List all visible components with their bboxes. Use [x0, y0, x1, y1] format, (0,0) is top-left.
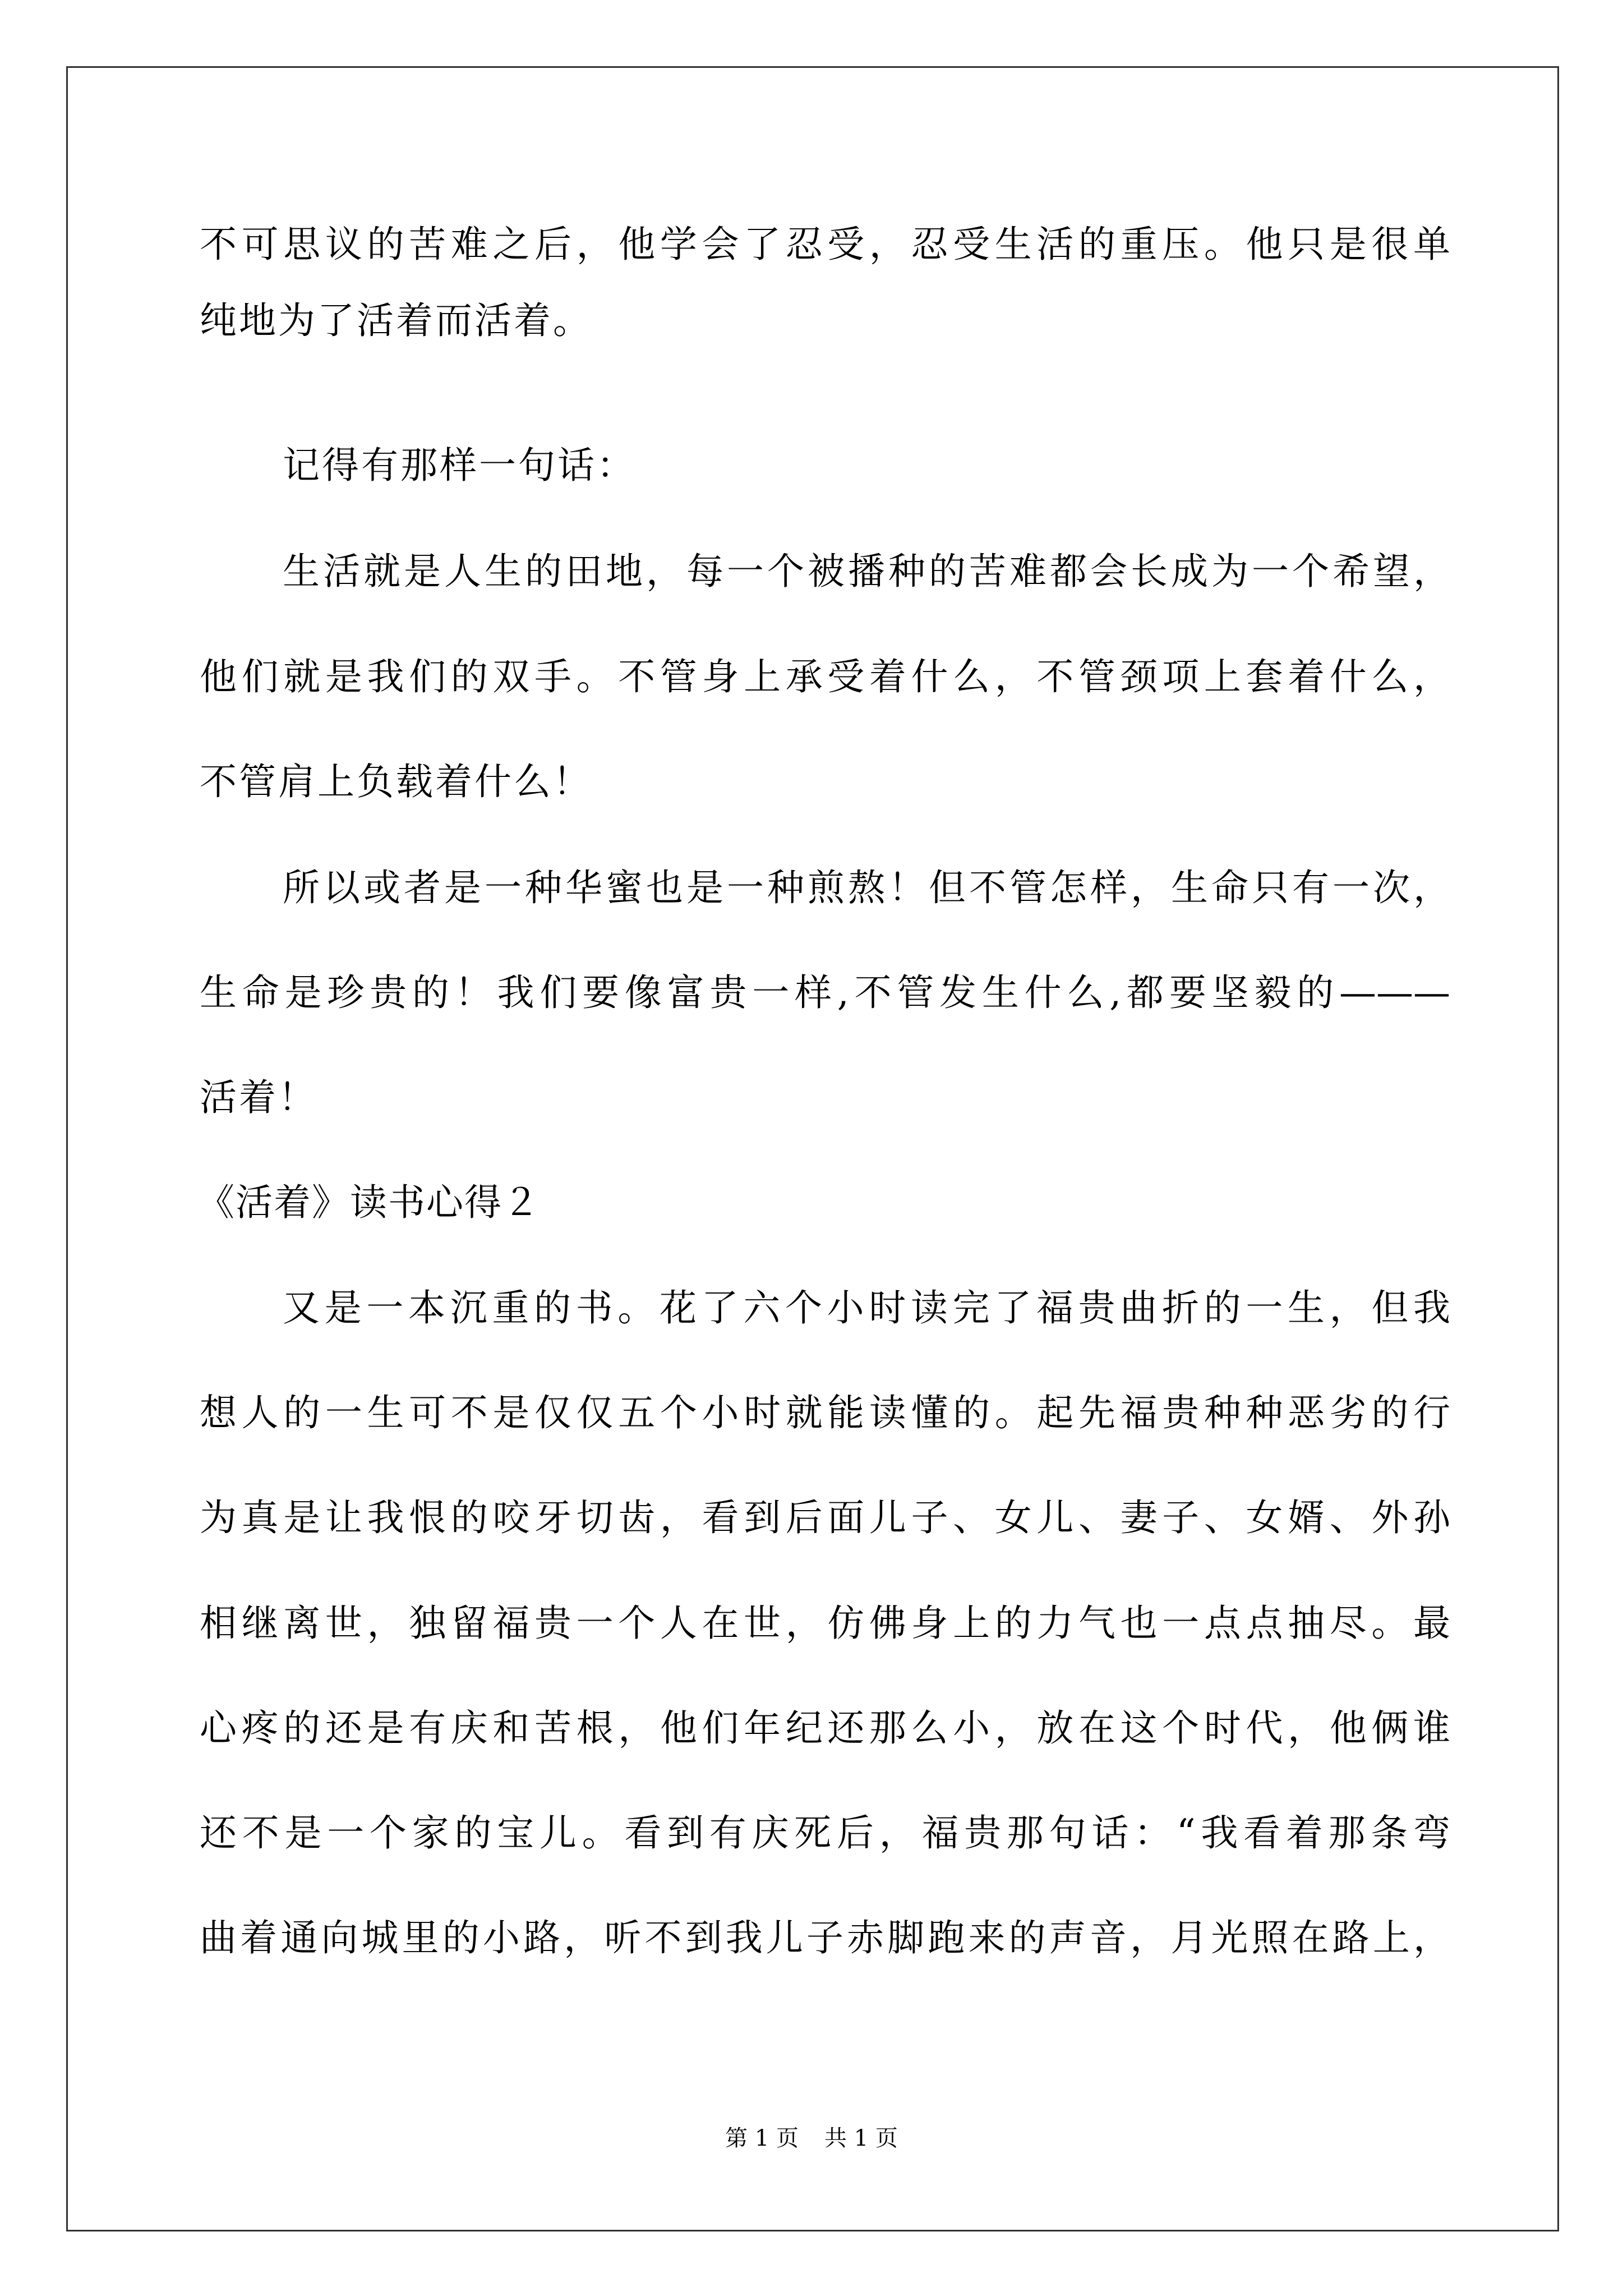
text-line: 生活就是人生的田地，每一个被播种的苦难都会长成为一个希望， [283, 550, 1450, 593]
section-heading: 《活着》读书心得２ [197, 1181, 541, 1224]
text-line: 心疼的还是有庆和苦根，他们年纪还那么小，放在这个时代，他俩谁 [200, 1706, 1450, 1750]
page-total: 共 1 页 [824, 2125, 898, 2151]
text-line: 相继离世，独留福贵一个人在世，仿佛身上的力气也一点点抽尽。最 [200, 1602, 1450, 1645]
text-line: 还不是一个家的宝儿。看到有庆死后，福贵那句话：“我看着那条弯 [200, 1811, 1450, 1855]
text-line: 曲着通向城里的小路，听不到我儿子赤脚跑来的声音，月光照在路上， [200, 1916, 1450, 1959]
text-line: 为真是让我恨的咬牙切齿，看到后面儿子、女儿、妻子、女婿、外孙 [200, 1496, 1450, 1539]
text-line: 生命是珍贵的！我们要像富贵一样,不管发生什么,都要坚毅的——— [200, 971, 1450, 1014]
text-line: 活着！ [200, 1076, 317, 1119]
page-frame [66, 66, 1559, 2231]
text-line: 不管肩上负载着什么！ [200, 760, 592, 803]
text-line: 纯地为了活着而活着。 [200, 299, 592, 342]
text-line: 记得有那样一句话： [283, 444, 636, 487]
text-line: 又是一本沉重的书。花了六个小时读完了福贵曲折的一生，但我 [283, 1286, 1450, 1329]
text-line: 想人的一生可不是仅仅五个小时就能读懂的。起先福贵种种恶劣的行 [200, 1391, 1450, 1434]
page-footer [0, 2127, 1623, 2150]
page-number: 第 1 页 [725, 2125, 799, 2151]
text-line: 不可思议的苦难之后，他学会了忍受，忍受生活的重压。他只是很单 [200, 223, 1450, 266]
text-line: 他们就是我们的双手。不管身上承受着什么，不管颈项上套着什么， [200, 655, 1450, 698]
text-line: 所以或者是一种华蜜也是一种煎熬！但不管怎样，生命只有一次， [283, 866, 1450, 909]
